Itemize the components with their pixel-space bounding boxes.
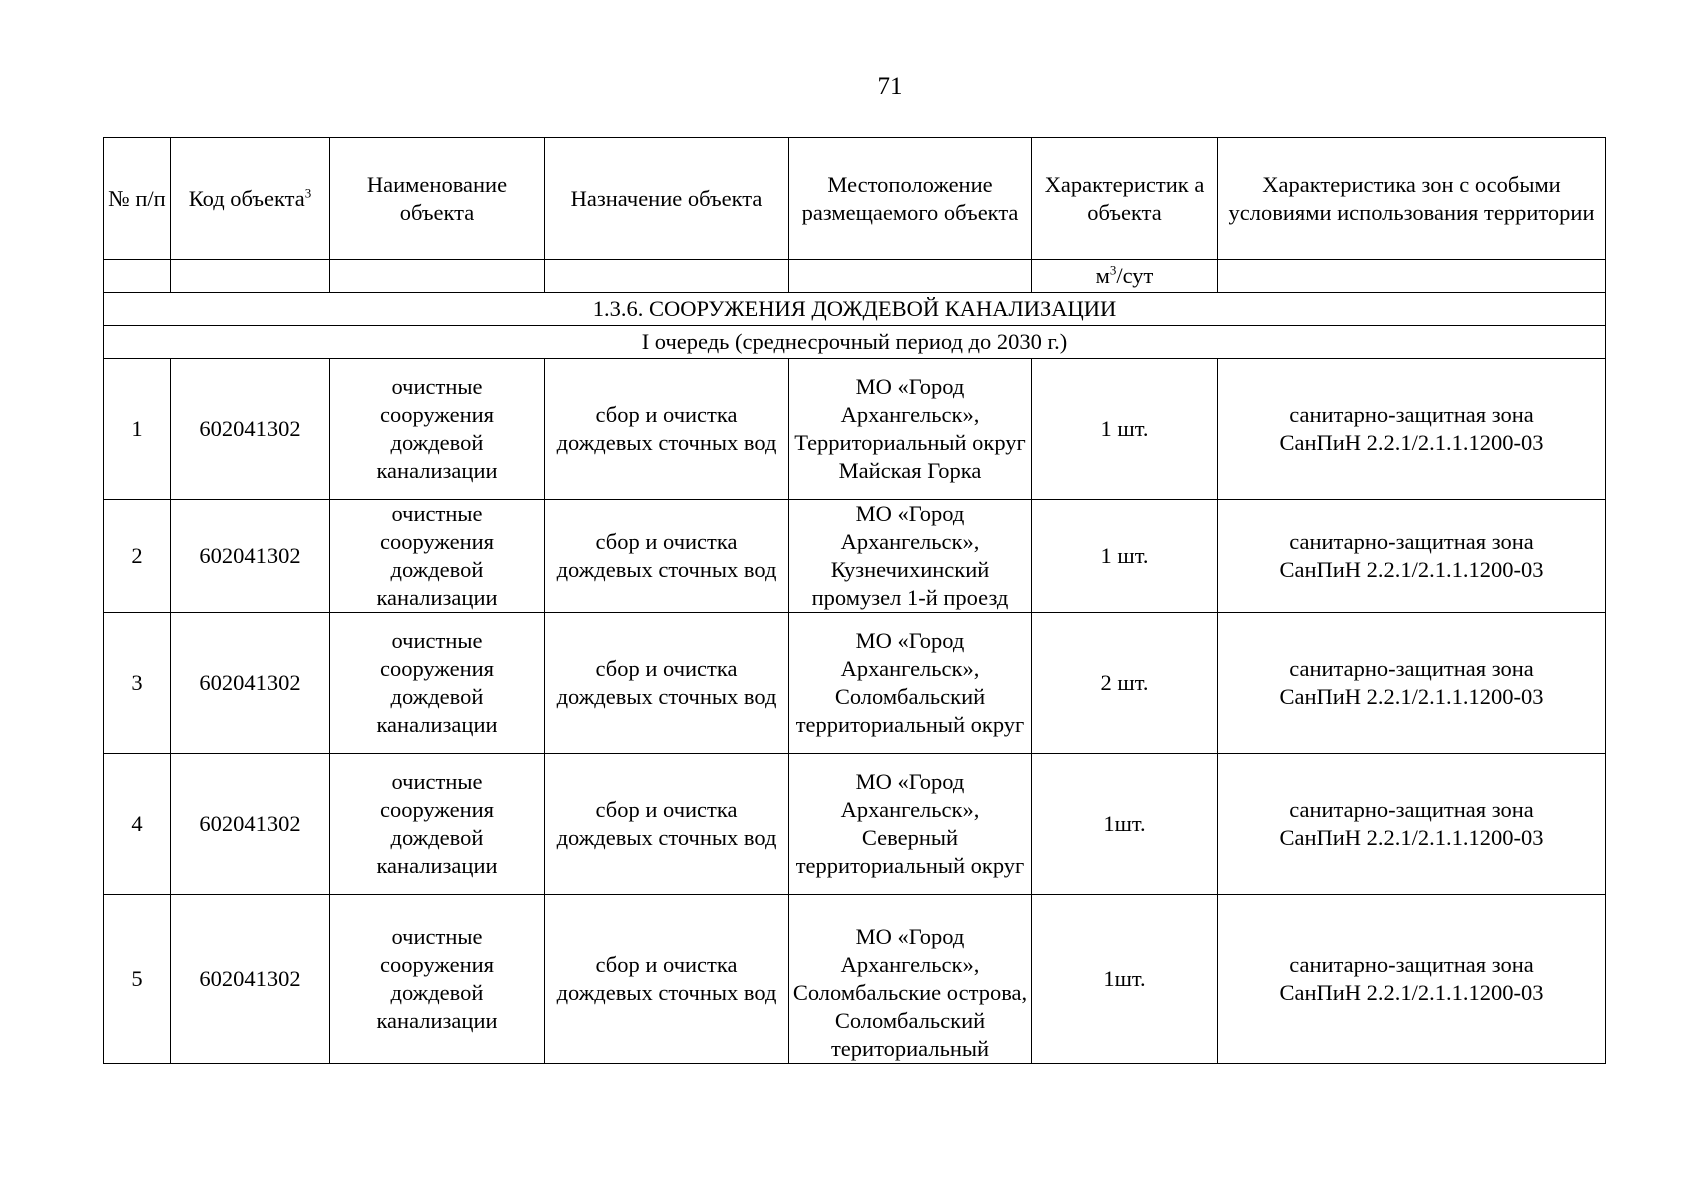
cell-code: 602041302 [171, 754, 330, 895]
cell-purpose: сбор и очистка дождевых сточных вод [545, 895, 789, 1064]
unit-rest: /сут [1116, 263, 1154, 288]
section-title-row [104, 293, 1606, 326]
cell-location: МО «Город Архангельск», Соломбальский территориальный округ [789, 613, 1032, 754]
cell-code: 602041302 [171, 359, 330, 500]
unit-cell-empty [1218, 260, 1606, 293]
unit-base: м [1095, 263, 1110, 288]
cell-location: МО «Город Архангельск», Территориальный округ Майская Горка [789, 359, 1032, 500]
table-header-row [104, 138, 1606, 260]
zone-type: санитарно-защитная зона [1289, 529, 1534, 554]
unit-cell-empty [545, 260, 789, 293]
cell-zone [1218, 613, 1606, 754]
table-row [104, 754, 1606, 895]
cell-num: 4 [104, 754, 171, 895]
header-code-footnote: 3 [304, 185, 312, 200]
unit-cell-empty [789, 260, 1032, 293]
zone-type: санитарно-защитная зона [1289, 656, 1534, 681]
cell-num: 1 [104, 359, 171, 500]
zone-type: санитарно-защитная зона [1289, 402, 1534, 427]
cell-location: МО «Город Архангельск», Кузнечихинский промузел 1-й проезд [789, 500, 1032, 613]
cell-purpose: сбор и очистка дождевых сточных вод [545, 613, 789, 754]
zone-norm: СанПиН 2.2.1/2.1.1.1200-03 [1279, 684, 1544, 709]
cell-num: 2 [104, 500, 171, 613]
header-num: № п/п [104, 138, 171, 260]
cell-name: очистные сооружения дождевой канализации [330, 359, 545, 500]
table-row [104, 895, 1606, 1064]
table-row [104, 359, 1606, 500]
cell-zone [1218, 895, 1606, 1064]
table-row [104, 500, 1606, 613]
unit-cell [1032, 260, 1218, 293]
subsection-title-row [104, 326, 1606, 359]
cell-name: очистные сооружения дождевой канализации [330, 500, 545, 613]
cell-num: 3 [104, 613, 171, 754]
cell-purpose: сбор и очистка дождевых сточных вод [545, 754, 789, 895]
cell-location [789, 895, 1032, 1064]
cell-num: 5 [104, 895, 171, 1064]
cell-location: МО «Город Архангельск», Северный территориальный округ [789, 754, 1032, 895]
zone-type: санитарно-защитная зона [1289, 797, 1534, 822]
cell-characteristic: 1шт. [1032, 754, 1218, 895]
cell-characteristic: 1 шт. [1032, 500, 1218, 613]
cell-name: очистные сооружения дождевой канализации [330, 754, 545, 895]
header-characteristic: Характеристик а объекта [1032, 138, 1218, 260]
cell-name: очистные сооружения дождевой канализации [330, 895, 545, 1064]
header-name: Наименование объекта [330, 138, 545, 260]
unit-cell-empty [104, 260, 171, 293]
zone-norm: СанПиН 2.2.1/2.1.1.1200-03 [1279, 825, 1544, 850]
cell-code: 602041302 [171, 895, 330, 1064]
zone-norm: СанПиН 2.2.1/2.1.1.1200-03 [1279, 980, 1544, 1005]
unit-exponent: 3 [1109, 262, 1117, 278]
cell-characteristic: 2 шт. [1032, 613, 1218, 754]
zone-norm: СанПиН 2.2.1/2.1.1.1200-03 [1279, 430, 1544, 455]
cell-zone [1218, 754, 1606, 895]
header-code-text: Код объекта [188, 185, 305, 211]
subsection-title: I очередь (среднесрочный период до 2030 г.) [104, 326, 1606, 359]
cell-characteristic: 1 шт. [1032, 359, 1218, 500]
zone-type: санитарно-защитная зона [1289, 952, 1534, 977]
unit-row [104, 260, 1606, 293]
cell-code: 602041302 [171, 500, 330, 613]
cell-purpose: сбор и очистка дождевых сточных вод [545, 359, 789, 500]
page-number: 71 [877, 73, 903, 100]
header-purpose: Назначение объекта [545, 138, 789, 260]
cell-name: очистные сооружения дождевой канализации [330, 613, 545, 754]
cell-characteristic: 1шт. [1032, 895, 1218, 1064]
header-location: Местоположение размещаемого объекта [789, 138, 1032, 260]
cell-purpose: сбор и очистка дождевых сточных вод [545, 500, 789, 613]
table-row [104, 613, 1606, 754]
section-title: 1.3.6. СООРУЖЕНИЯ ДОЖДЕВОЙ КАНАЛИЗАЦИИ [104, 293, 1606, 326]
zone-norm: СанПиН 2.2.1/2.1.1.1200-03 [1279, 557, 1544, 582]
unit-cell-empty [171, 260, 330, 293]
cell-code: 602041302 [171, 613, 330, 754]
objects-table [103, 137, 1606, 1064]
cell-location-text: МО «Город Архангельск», Соломбальские острова, Соломбальский териториальный [792, 924, 1028, 1061]
unit-cell-empty [330, 260, 545, 293]
header-zones: Характеристика зон с особыми условиями использования территории [1218, 138, 1606, 260]
header-code [171, 138, 330, 260]
cell-zone [1218, 359, 1606, 500]
cell-zone [1218, 500, 1606, 613]
